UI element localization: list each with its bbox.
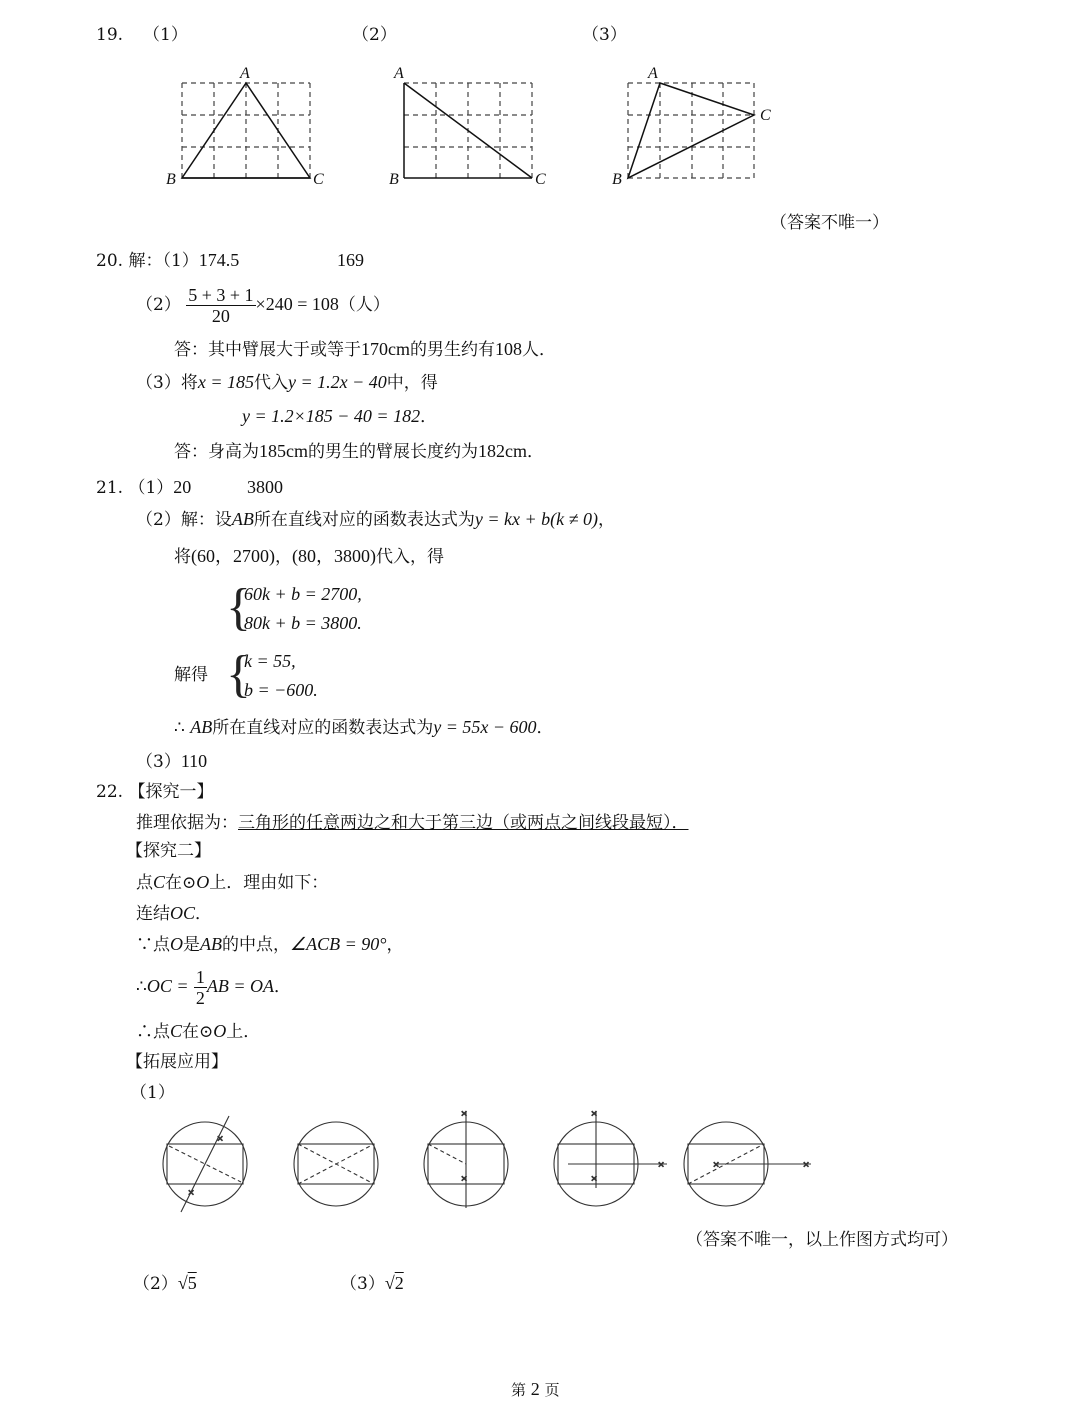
section-extension: 【拓展应用】: [126, 1052, 228, 1072]
solution-brace: {: [226, 646, 251, 703]
svg-text:×: ×: [803, 1159, 810, 1171]
q22-ext-part2: （2）√5: [133, 1273, 197, 1294]
q20-ans1a: 174.5: [198, 250, 240, 270]
q21-substitute: 将(60，2700)，(80，3800)代入，得: [174, 546, 444, 567]
q19-figure-2: [385, 60, 565, 190]
q20-number: 20.: [96, 251, 124, 271]
q20-ans1b: 169: [337, 250, 364, 270]
svg-text:×: ×: [658, 1159, 665, 1171]
label-c: C: [313, 171, 324, 188]
svg-text:×: ×: [217, 1133, 224, 1145]
label-b: B: [612, 171, 622, 188]
label-b: B: [166, 171, 176, 188]
svg-text:×: ×: [188, 1187, 195, 1199]
q22-ext-part3: （3）√2: [340, 1273, 404, 1294]
q21-part3: （3）110: [136, 751, 208, 772]
q20-answer2: 答：其中臂展大于或等于170cm的男生约有108人．: [174, 339, 556, 360]
q21-part2: （2）解：设AB所在直线对应的函数表达式为y = kx + b(k ≠ 0)，: [136, 509, 615, 530]
q19-part1-label: （1）: [143, 25, 188, 45]
q20-part3-eq: y = 1.2×185 − 40 = 182．: [242, 406, 438, 427]
q19-figure-1: [160, 60, 340, 190]
q20-answer3: 答：身高为185cm的男生的臂展长度约为182cm．: [174, 441, 544, 462]
system-eq2: 80k + b = 3800.: [244, 613, 362, 633]
svg-text:×: ×: [591, 1108, 598, 1120]
q19-note: （答案不唯一）: [770, 213, 889, 233]
label-a: A: [648, 65, 658, 82]
q19-figure-3: [608, 60, 788, 190]
q21-conclusion: ∴ AB所在直线对应的函数表达式为y = 55x − 600．: [174, 717, 554, 738]
label-b: B: [389, 171, 399, 188]
label-a: A: [240, 65, 250, 82]
page-footer: 第 2 页: [511, 1379, 560, 1399]
svg-text:×: ×: [713, 1159, 720, 1171]
section-explore-2: 【探究二】: [126, 841, 211, 861]
q22-number: 22.: [96, 782, 124, 802]
label-c: C: [535, 171, 546, 188]
system-eq1: 60k + b = 2700,: [244, 584, 362, 604]
svg-text:×: ×: [591, 1173, 598, 1185]
label-c: C: [760, 107, 771, 124]
q21-ans1b: 3800: [247, 477, 283, 497]
q21-number: 21.: [96, 478, 124, 498]
system-brace: {: [226, 579, 251, 636]
solution-b: b = −600.: [244, 680, 318, 700]
svg-text:×: ×: [461, 1108, 468, 1120]
q19-part2-label: （2）: [352, 25, 397, 45]
svg-text:×: ×: [461, 1173, 468, 1185]
q20-part3: （3）将x = 185代入y = 1.2x − 40中，得: [136, 372, 438, 393]
q20-part2: （2） $\frac{5 + 3 + 1}{20}$ ×240 = 108（人）: [136, 285, 390, 326]
q19-number: 19.: [96, 25, 124, 45]
q22-note: （答案不唯一，以上作图方式均可）: [686, 1230, 958, 1250]
q22-basis: 推理依据为：三角形的任意两边之和大于第三边（或两点之间线段最短）．: [136, 813, 689, 833]
q21-solve-label: 解得: [174, 665, 208, 685]
q22-ext-part1: （1）: [130, 1083, 175, 1103]
solution-k: k = 55,: [244, 651, 296, 671]
section-explore-1: 【探究一】: [128, 782, 214, 802]
construction-figures: [155, 1108, 835, 1220]
q19-part3-label: （3）: [582, 25, 627, 45]
label-a: A: [394, 65, 404, 82]
